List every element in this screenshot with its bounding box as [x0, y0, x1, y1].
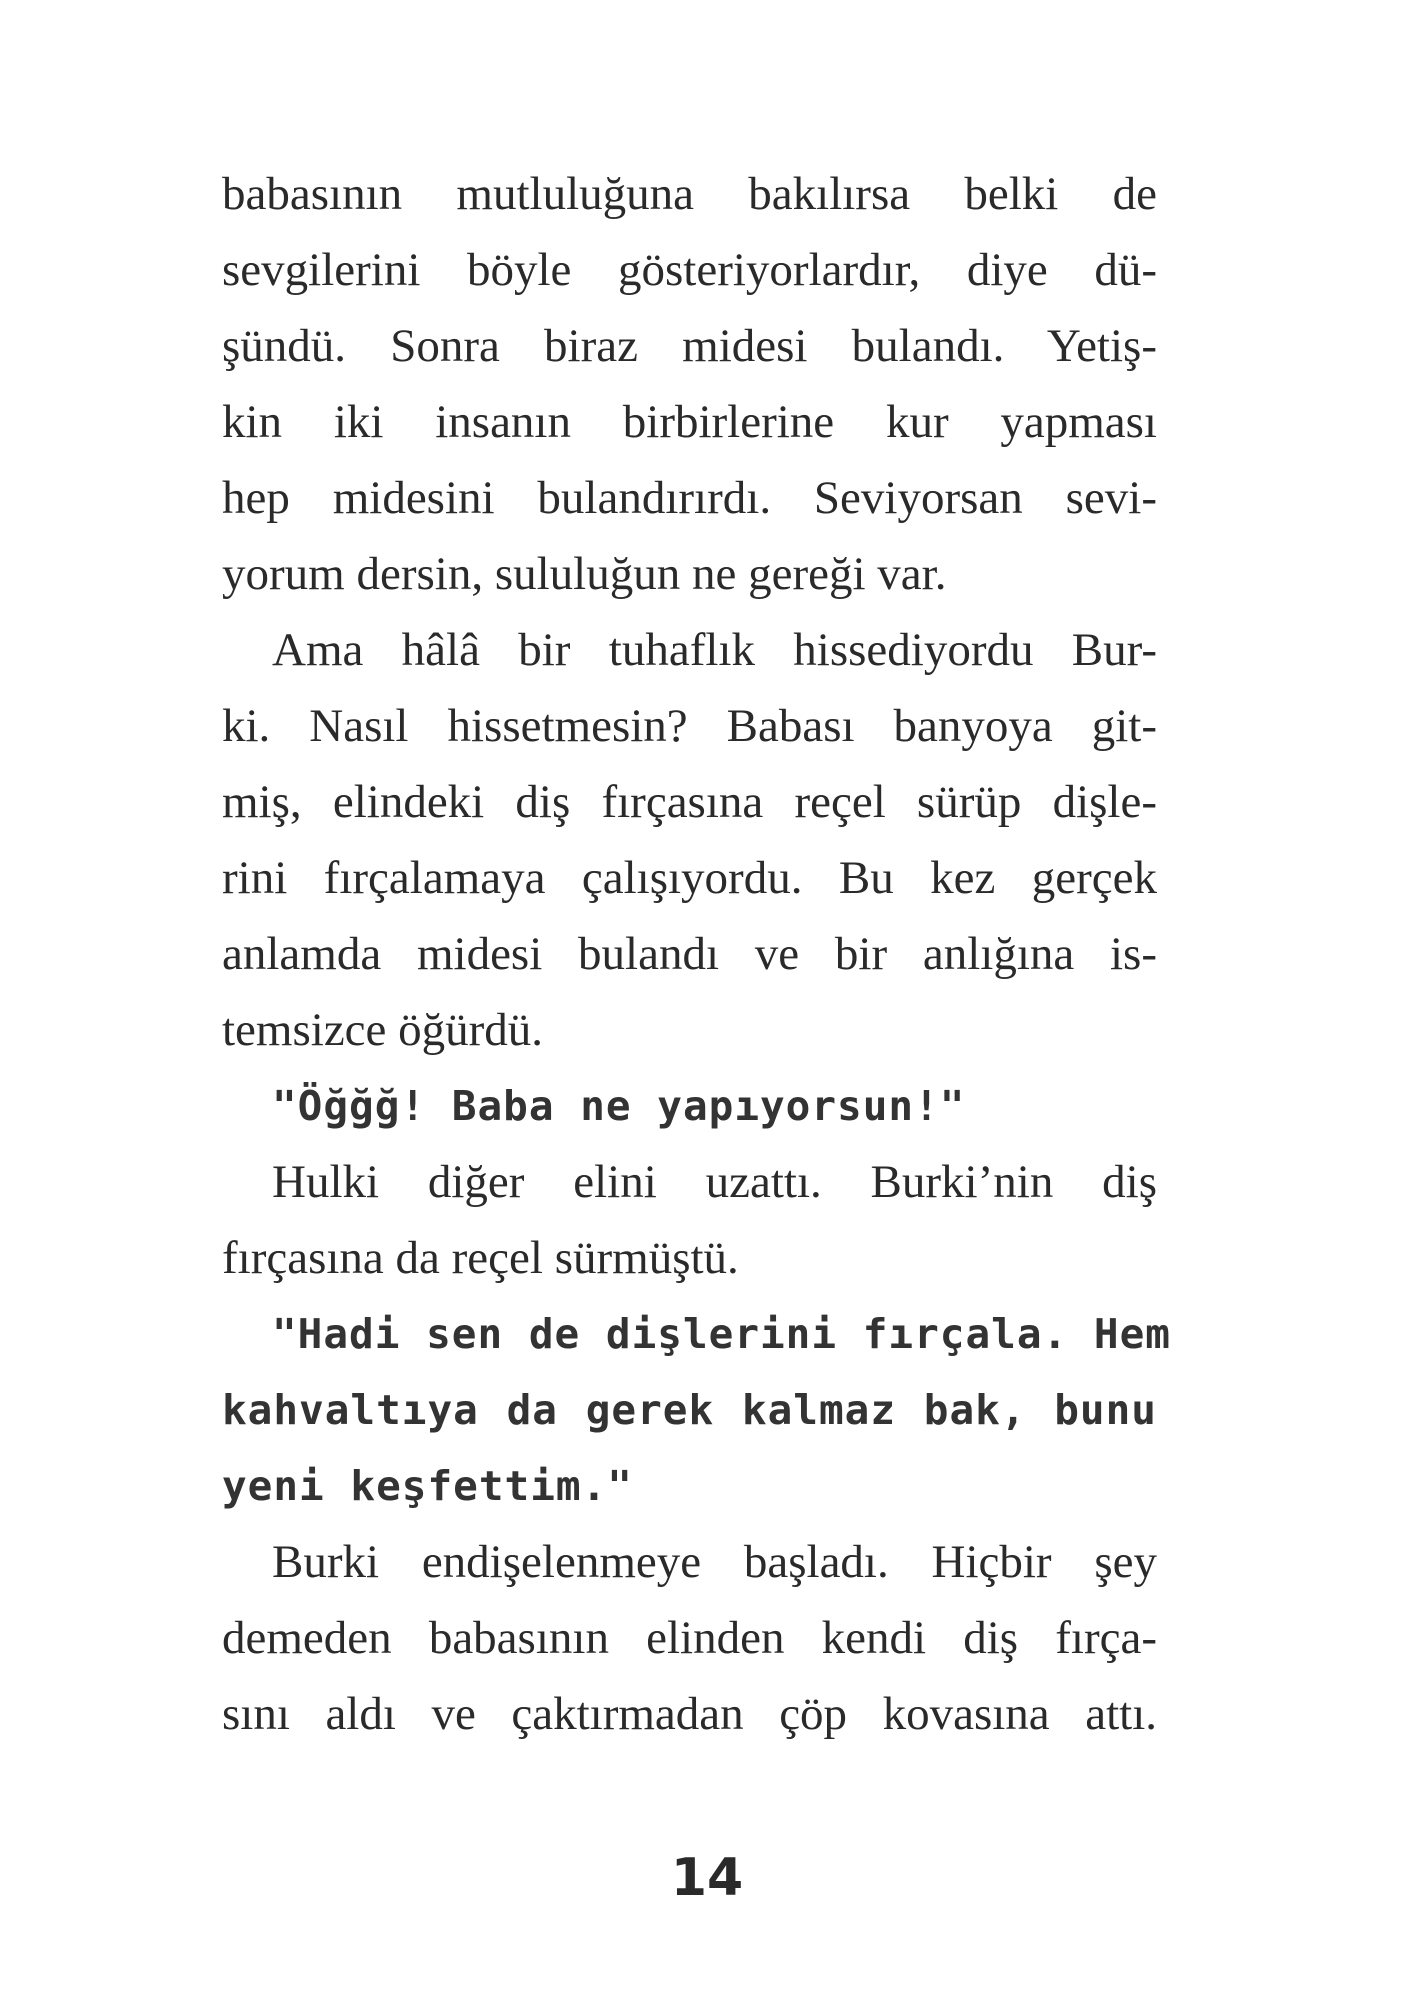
- text-line: rini fırçalamaya çalışıyordu. Bu kez gerçek: [222, 852, 1157, 904]
- text-line: demeden babasının elinden kendi diş fırça-: [222, 1612, 1157, 1664]
- page-body: [222, 156, 1171, 1752]
- text-line: hep midesini bulandırırdı. Seviyorsan sevi-: [222, 472, 1157, 524]
- text-line: miş, elindeki diş fırçasına reçel sürüp dişle-: [222, 776, 1157, 828]
- text-line: yorum dersin, sululuğun ne gereği var.: [222, 548, 947, 600]
- text-line: ki. Nasıl hissetmesin? Babası banyoya git-: [222, 700, 1157, 752]
- text-line: kin iki insanın birbirlerine kur yapması: [222, 396, 1157, 448]
- paragraph-2: [222, 612, 1157, 1068]
- paragraph-1: [222, 156, 1157, 612]
- text-line: Ama hâlâ bir tuhaflık hissediyordu Bur-: [272, 624, 1157, 676]
- text-line: fırçasına da reçel sürmüştü.: [222, 1232, 739, 1284]
- text-line: babasının mutluluğuna bakılırsa belki de: [222, 168, 1157, 220]
- dialogue-1: [222, 1068, 1157, 1144]
- page-number: 14: [670, 1848, 744, 1908]
- dialogue-line: "Hadi sen de dişlerini fırçala. Hem: [272, 1310, 1171, 1358]
- text-line: şündü. Sonra biraz midesi bulandı. Yetiş-: [222, 320, 1157, 372]
- dialogue-line: kahvaltıya da gerek kalmaz bak, bunu: [222, 1386, 1157, 1434]
- dialogue-line: "Öğğğ! Baba ne yapıyorsun!": [272, 1082, 966, 1130]
- dialogue-2: [222, 1296, 1171, 1524]
- text-line: temsizce öğürdü.: [222, 1004, 544, 1056]
- text-line: sevgilerini böyle gösteriyorlardır, diye dü-: [222, 244, 1157, 296]
- paragraph-4: [222, 1524, 1157, 1752]
- paragraph-3: [222, 1144, 1157, 1296]
- text-line: Burki endişelenmeye başladı. Hiçbir şey: [272, 1536, 1157, 1588]
- dialogue-line: yeni keşfettim.": [222, 1462, 633, 1510]
- text-line: anlamda midesi bulandı ve bir anlığına is-: [222, 928, 1157, 980]
- text-line: sını aldı ve çaktırmadan çöp kovasına attı.: [222, 1688, 1157, 1740]
- text-line: Hulki diğer elini uzattı. Burki’nin diş: [272, 1156, 1157, 1208]
